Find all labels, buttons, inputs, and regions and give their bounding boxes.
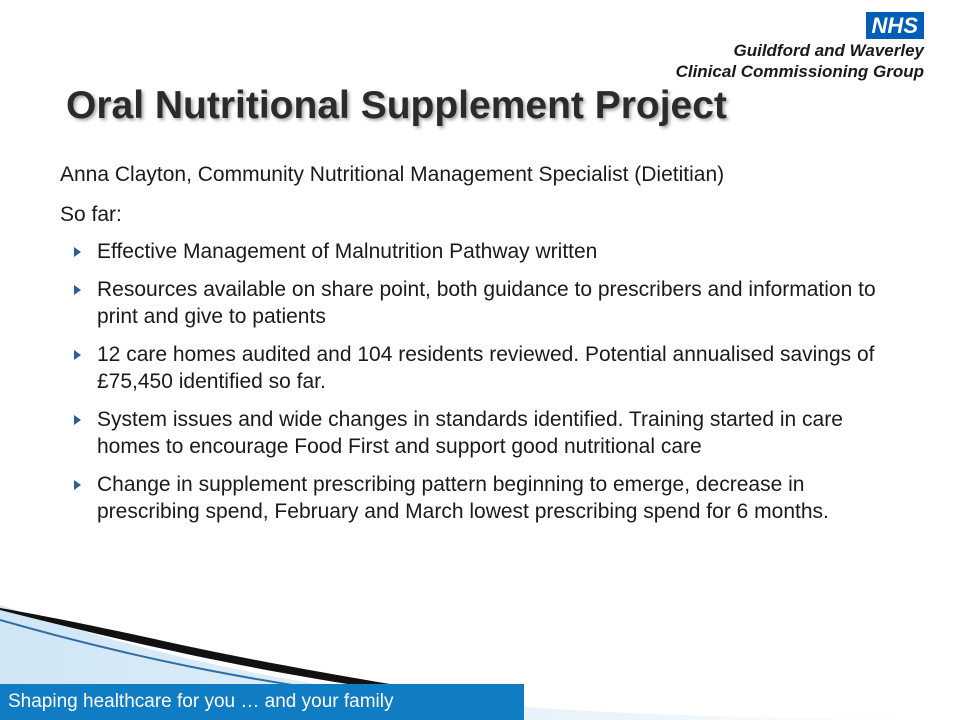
bullet-text: 12 care homes audited and 104 residents reviewed. Potential annualised savings of £75,450 identified so far. <box>97 343 875 393</box>
logo-organisation-line2: Clinical Commissioning Group <box>675 62 924 81</box>
bullet-text: Effective Management of Malnutrition Pathway written <box>97 240 598 263</box>
bullet-item <box>72 238 882 265</box>
arrow-bullet-icon <box>74 285 81 295</box>
arrow-bullet-icon <box>74 247 81 257</box>
arrow-bullet-icon <box>74 350 81 360</box>
logo-organisation-line1: Guildford and Waverley <box>733 41 924 60</box>
footer-banner: Shaping healthcare for you … and your family <box>0 684 524 720</box>
bullet-item <box>72 406 882 460</box>
bullet-item <box>72 276 882 330</box>
nhs-logo-badge: NHS <box>866 12 924 39</box>
bullet-text: System issues and wide changes in standards identified. Training started in care homes to encourage Food First and support good nutritional care <box>97 408 843 458</box>
presenter-byline: Anna Clayton, Community Nutritional Management Specialist (Dietitian) <box>60 163 725 186</box>
arrow-bullet-icon <box>74 415 81 425</box>
bullet-text: Change in supplement prescribing pattern beginning to emerge, decrease in prescribing spend, February and March lowest prescribing spend for 6 months. <box>97 473 829 523</box>
arrow-bullet-icon <box>74 480 81 490</box>
slide-title: Oral Nutritional Supplement Project <box>66 84 727 127</box>
bullet-text: Resources available on share point, both guidance to prescribers and information to print and give to patients <box>97 278 876 328</box>
bullet-item <box>72 341 882 395</box>
intro-label: So far: <box>60 203 122 226</box>
nhs-ccg-logo <box>676 12 924 81</box>
progress-bullet-list <box>72 238 882 536</box>
bullet-item <box>72 471 882 525</box>
